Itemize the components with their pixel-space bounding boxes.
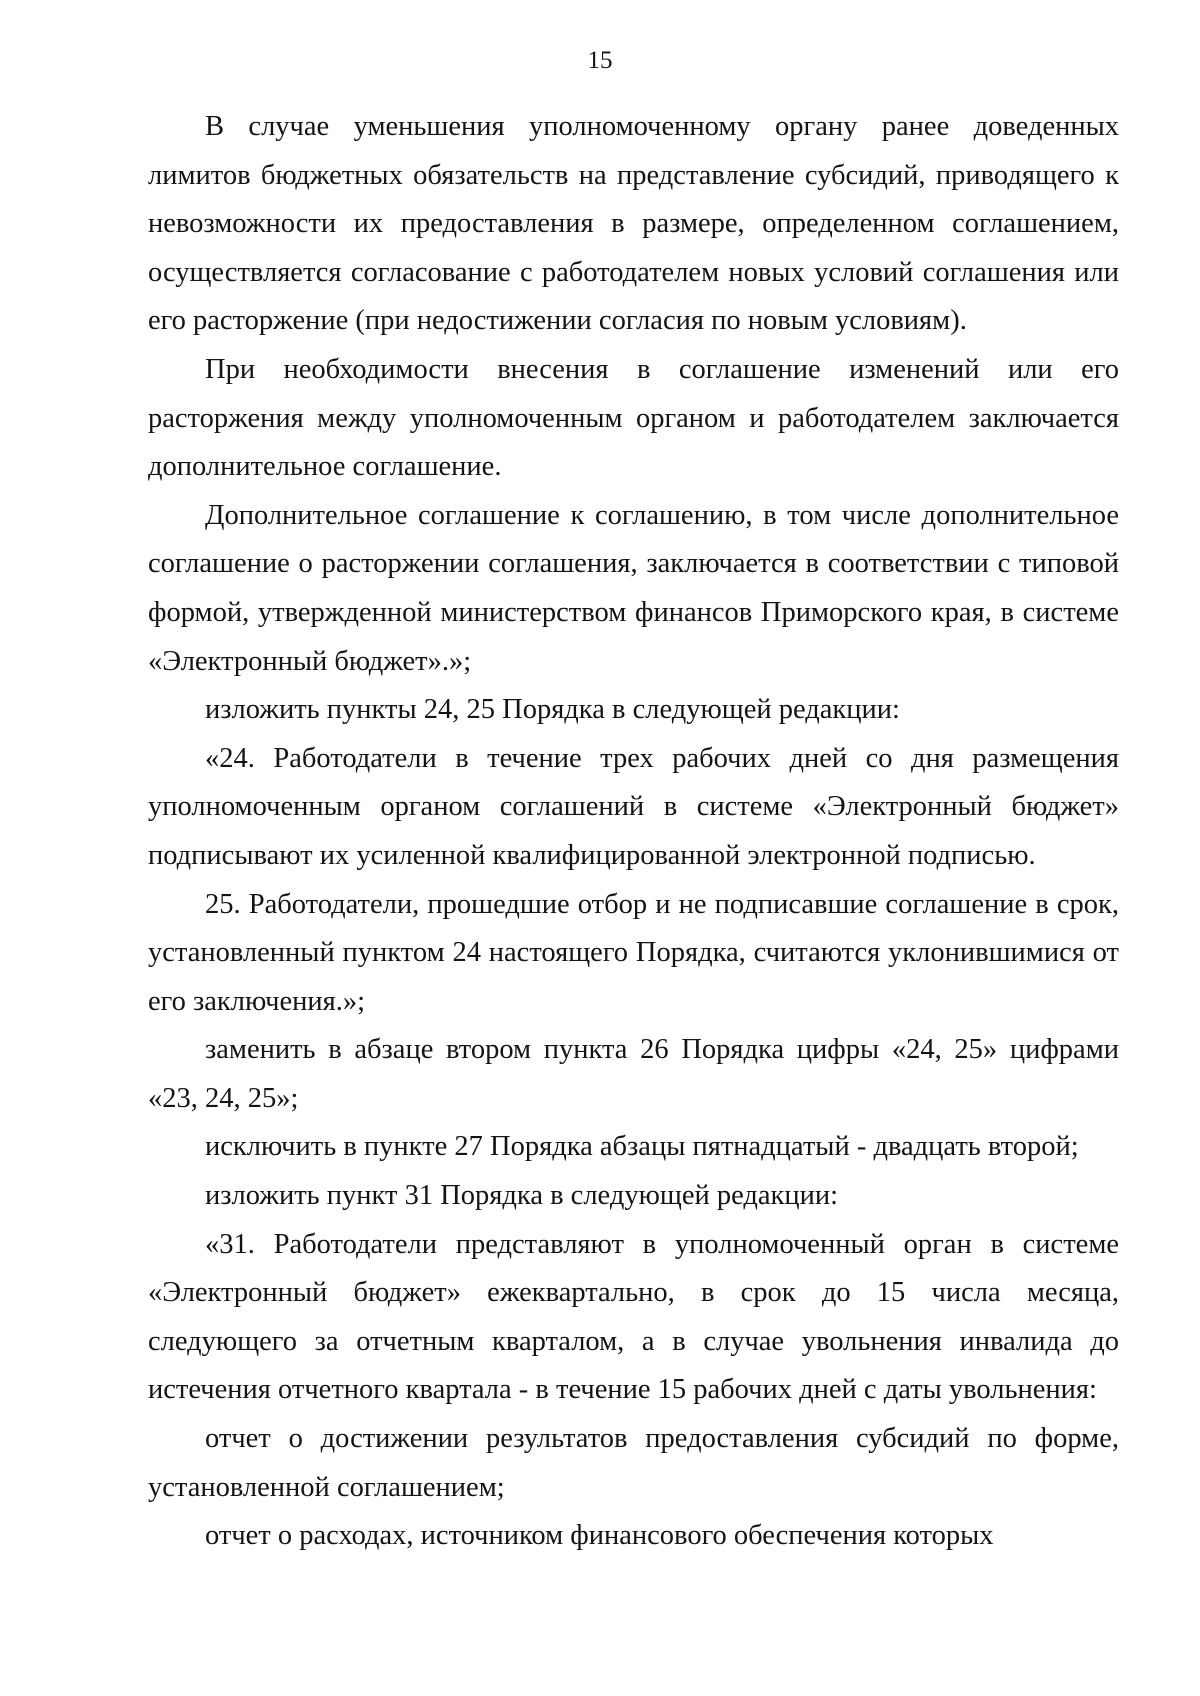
paragraph: изложить пункт 31 Порядка в следующей редакции: [205,1180,839,1212]
paragraph: «24. Работодатели в течение трех рабочих дней со дня размещения уполномоченным органом соглашений в системе «Электронный бюджет» подписывают их усиленной квалифицированной электронной подписью. [148,742,1119,871]
paragraph: исключить в пункте 27 Порядка абзацы пятнадцатый - двадцать второй; [205,1131,1079,1163]
paragraph: заменить в абзаце втором пункта 26 Порядка цифры «24, 25» цифрами «23, 24, 25»; [148,1034,1119,1114]
paragraph: При необходимости внесения в соглашение изменений или его расторжения между уполномоченным органом и работодателем заключается дополнительное соглашение. [148,353,1119,483]
paragraph: 25. Работодатели, прошедшие отбор и не подписавшие соглашение в срок, установленный пунктом 24 настоящего Порядка, считаются уклонившимися от его заключения.»; [148,888,1119,1017]
document-body [148,103,1119,1561]
paragraph: «31. Работодатели представляют в уполномоченный орган в системе «Электронный бюджет» ежеквартально, в срок до 15 числа месяца, следующего за отчетным кварталом, а в случае увольнения инвалида до истечения отчетного квартала - в течение 15 рабочих дней с даты увольнения: [148,1228,1119,1406]
paragraph: В случае уменьшения уполномоченному органу ранее доведенных лимитов бюджетных обязательств на представление субсидий, приводящего к невозможности их предоставления в размере, определенном соглашением, осуществляется согласование с работодателем новых условий соглашения или его расторжение (при недостижении согласия по новым условиям). [148,111,1119,337]
paragraph: Дополнительное соглашение к соглашению, в том числе дополнительное соглашение о расторжении соглашения, заключается в соответствии с типовой формой, утвержденной министерством финансов Приморского края, в системе «Электронный бюджет».»; [148,499,1119,677]
page-number: 15 [587,47,613,74]
paragraph: отчет о достижении результатов предоставления субсидий по форме, установленной соглашением; [148,1423,1119,1503]
paragraph: изложить пункты 24, 25 Порядка в следующей редакции: [205,694,900,726]
paragraph: отчет о расходах, источником финансового обеспечения которых [205,1520,994,1552]
